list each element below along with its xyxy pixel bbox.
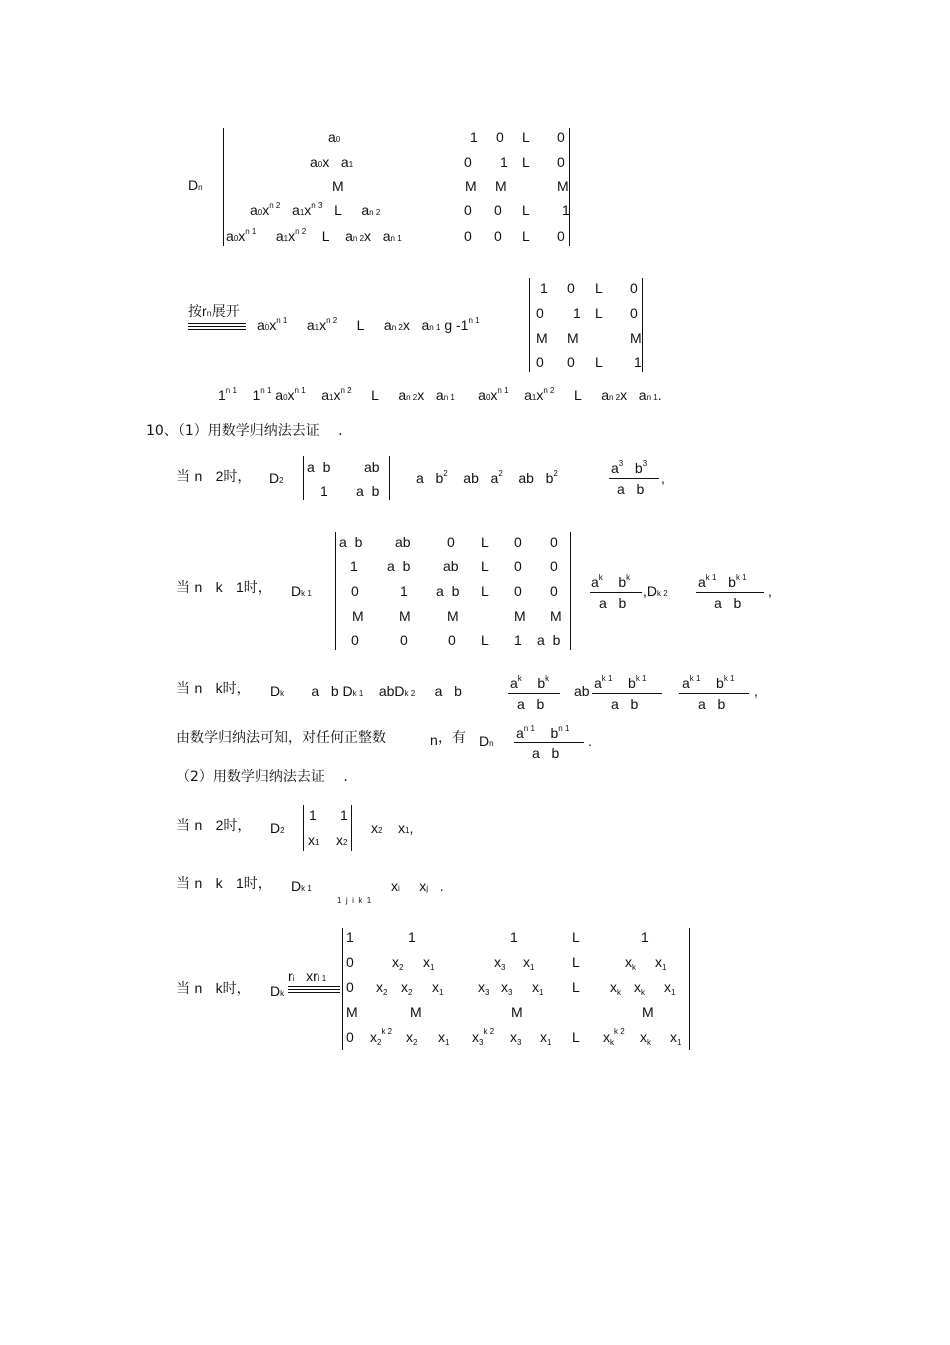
nk1-m: L <box>481 632 489 648</box>
case-n2-label: 当 n 2时， <box>176 468 252 485</box>
fraction-bar <box>696 592 764 593</box>
svg-text:x3k 2: $x_3^{k 2}$ <box>472 1027 495 1047</box>
line3-expr: $1^{n 1}$ $1^{n 1}$ $a0x^{n 1}$ $a1x^{n 2}$ L an 2x an 1 $a0x^{n 1}$ $a1x^{n 2}$ L an 2x an 1. <box>218 386 662 403</box>
b1-m: 0 <box>464 154 472 170</box>
case-nk-label: 当 n k时， <box>176 680 251 697</box>
b1-m: M <box>557 178 569 194</box>
b1-m: M <box>465 178 477 194</box>
nk1-m: 0 <box>514 558 522 574</box>
p2-dk-label: Dk <box>270 983 285 999</box>
nk1-m: a b <box>436 583 460 599</box>
b2-m: L <box>595 354 603 370</box>
n2-m: ab <box>364 459 380 475</box>
svg-text:x3: $x_3$ <box>510 1029 522 1047</box>
nk1-m: 0 <box>351 583 359 599</box>
svg-text:M: M <box>410 1004 422 1020</box>
nk1-m: ab <box>395 534 411 550</box>
frac-den: a b <box>611 696 639 712</box>
nk-ab: ab <box>574 683 590 699</box>
det-left-bar <box>529 278 530 372</box>
svg-text:xkk 2: $x_k^{k 2}$ <box>603 1027 625 1047</box>
det-left-bar <box>223 128 224 246</box>
nk1-m: a b <box>339 534 363 550</box>
nk1-m: 0 <box>550 558 558 574</box>
n2-m: a b <box>307 459 331 475</box>
b1-m: L <box>522 154 530 170</box>
n2-m: 1 <box>320 483 328 499</box>
b1-m: 0 <box>496 129 504 145</box>
nk1-m: M <box>399 608 411 624</box>
fraction-bar <box>609 478 659 479</box>
question-10-part2-title: （2）用数学归纳法去证 . <box>176 769 348 785</box>
d-label: Dn <box>188 177 203 193</box>
nk1-m: M <box>514 608 526 624</box>
nk1-m: L <box>481 583 489 599</box>
svg-text:1: 1 <box>510 929 518 945</box>
p2-n2-label: 当 n 2时， <box>176 817 252 834</box>
svg-text:x2: $x_2$ <box>401 979 413 997</box>
svg-text:xk: $x_k$ <box>634 979 645 997</box>
frac-num: $a^{k 1}$ $b^{k 1}$ <box>698 573 747 590</box>
b1-r2: a0x a1 <box>310 154 354 170</box>
punct: . <box>588 733 592 749</box>
b2-m: 0 <box>567 280 575 296</box>
nk1-m: 0 <box>514 534 522 550</box>
nk1-m: L <box>481 534 489 550</box>
svg-text:x1: $x_1$ <box>432 979 444 997</box>
row-op-label: ri xri 1 <box>288 968 327 984</box>
det-right-bar <box>689 928 690 1050</box>
b2-m: 1 <box>540 280 548 296</box>
nk1-m: 0 <box>351 632 359 648</box>
b2-m: L <box>595 280 603 296</box>
b1-m: 0 <box>494 228 502 244</box>
frac-num: $a^{k 1}$ $b^{k 1}$ <box>594 674 647 691</box>
p2n2-m: x1 <box>308 832 320 848</box>
question-10-part1-title: 10、（1）用数学归纳法去证 . <box>146 423 343 439</box>
p2n2-m: 1 <box>340 807 348 823</box>
b1-m: M <box>495 178 507 194</box>
nk1-m: M <box>550 608 562 624</box>
fraction-bar <box>592 693 662 694</box>
nk1-m: 0 <box>550 583 558 599</box>
det-right-bar <box>570 532 571 650</box>
p2-d2-label: D2 <box>270 820 285 836</box>
equals-line-3 <box>188 329 246 330</box>
b1-m: L <box>522 228 530 244</box>
b1-m: 1 <box>470 129 478 145</box>
product-index: 1 j i k 1 <box>337 896 372 905</box>
svg-text:x1: $x_1$ <box>540 1029 552 1047</box>
b2-m: 1 <box>573 305 581 321</box>
fraction-bar <box>508 693 560 694</box>
dn-label: Dn <box>479 733 494 749</box>
svg-text:M: M <box>346 1004 358 1020</box>
svg-text:L: L <box>572 954 580 970</box>
b1-m: 0 <box>464 202 472 218</box>
frac-den: a b <box>617 481 645 497</box>
svg-text:x1: $x_1$ <box>670 1029 682 1047</box>
svg-text:M: M <box>642 1004 654 1020</box>
svg-text:x3: $x_3$ <box>494 954 506 972</box>
svg-text:x1: $x_1$ <box>664 979 676 997</box>
p2n2-m: x2 <box>336 832 348 848</box>
b2-m: M <box>567 330 579 346</box>
nk-expr: Dk a b Dk 1 abDk 2 a b <box>270 683 462 699</box>
frac-den: a b <box>698 696 726 712</box>
det-left-bar <box>303 456 304 500</box>
p2n2-rhs: x2 x1, <box>371 820 414 836</box>
b2-m: 0 <box>536 354 544 370</box>
conclusion-you: ，有 <box>438 730 466 746</box>
n2-m: a b <box>356 483 380 499</box>
b2-expr: $a0x^{n 1}$ $a1x^{n 2}$ L an 2x an 1 g $-1^{n 1}$ <box>257 316 480 333</box>
conclusion-text: 由数学归纳法可知，对任何正整数 <box>176 730 386 746</box>
b2-m: M <box>630 330 642 346</box>
det-left-bar <box>303 805 304 851</box>
nk1-m: ab <box>443 558 459 574</box>
b2-m: 1 <box>634 354 642 370</box>
b1-m: 1 <box>562 202 570 218</box>
nk1-m: M <box>447 608 459 624</box>
b2-m: M <box>536 330 548 346</box>
fraction-bar <box>590 592 642 593</box>
n2-rhs: a $b^2$ ab $a^2$ ab $b^2$ <box>416 469 558 486</box>
b2-m: 0 <box>567 354 575 370</box>
p2-nk-label: 当 n k时， <box>176 980 251 997</box>
det-right-bar <box>389 456 390 500</box>
punct: , <box>754 683 758 699</box>
b1-r4: $a0x^{n 2}$ $a1x^{n 3}$ L an 2 <box>250 201 381 218</box>
svg-text:L: L <box>572 929 580 945</box>
row-5 <box>346 1027 682 1047</box>
frac-num: $a^3$ $b^3$ <box>611 459 648 476</box>
nk1-m: L <box>481 558 489 574</box>
b1-r1: a0 <box>328 129 341 145</box>
det-left-bar <box>335 532 336 650</box>
equals-line-1 <box>188 323 246 324</box>
svg-text:x1: $x_1$ <box>532 979 544 997</box>
svg-text:0: 0 <box>346 979 354 995</box>
nk1-m: M <box>352 608 364 624</box>
svg-text:x2: $x_2$ <box>392 954 404 972</box>
svg-text:xk: $x_k$ <box>610 979 621 997</box>
svg-text:1: 1 <box>641 929 649 945</box>
det-right-bar <box>569 128 570 246</box>
row-3 <box>346 979 676 997</box>
nk1-m: 0 <box>550 534 558 550</box>
b2-m: 0 <box>630 280 638 296</box>
det-right-bar <box>642 278 643 372</box>
p2n2-m: 1 <box>309 807 317 823</box>
b1-m: 1 <box>500 154 508 170</box>
frac-den: a b <box>599 595 627 611</box>
frac-den: a b <box>517 696 545 712</box>
b1-m: L <box>522 129 530 145</box>
nk1-m: 1 <box>514 632 522 648</box>
big-determinant <box>343 926 688 1052</box>
d2-label: D2 <box>269 470 284 486</box>
nk1-m: 1 <box>350 558 358 574</box>
svg-text:x1: $x_1$ <box>655 954 667 972</box>
equals-line-1 <box>288 986 340 987</box>
frac-num: $a^k$ $b^k$ <box>591 573 631 590</box>
frac-num: $a^k$ $b^k$ <box>510 674 550 691</box>
dk2-label: ,Dk 2 <box>643 583 668 599</box>
svg-text:x3: $x_3$ <box>478 979 490 997</box>
equals-line-2 <box>188 326 246 327</box>
svg-text:x2: $x_2$ <box>376 979 388 997</box>
svg-text:xk: $x_k$ <box>640 1029 651 1047</box>
svg-text:1: 1 <box>346 929 354 945</box>
p2-nk1-label: 当 n k 1时， <box>176 875 272 892</box>
svg-text:xk: $x_k$ <box>625 954 636 972</box>
frac-den: a b <box>532 745 560 761</box>
conclusion-n: n <box>430 732 438 748</box>
nk1-m: 0 <box>448 632 456 648</box>
b1-m: 0 <box>557 228 565 244</box>
b1-r3: M <box>332 178 344 194</box>
punct: , <box>768 583 772 599</box>
case-nk1-label: 当 n k 1时， <box>176 579 272 596</box>
b1-m: L <box>522 202 530 218</box>
equals-line-3 <box>288 992 340 993</box>
svg-text:L: L <box>572 979 580 995</box>
dk1-label: Dk 1 <box>291 583 312 599</box>
row-1 <box>346 929 649 945</box>
svg-text:x3: $x_3$ <box>501 979 513 997</box>
nk1-m: 0 <box>400 632 408 648</box>
frac-num: $a^{n 1}$ $b^{n 1}$ <box>516 724 570 741</box>
punct: , <box>661 470 665 486</box>
fraction-bar <box>679 693 749 694</box>
b2-m: 0 <box>630 305 638 321</box>
svg-text:x1: $x_1$ <box>523 954 535 972</box>
fraction-bar <box>514 742 584 743</box>
svg-text:x2k 2: $x_2^{k 2}$ <box>370 1027 393 1047</box>
expand-label: 按rn展开 <box>188 303 240 320</box>
svg-text:0: 0 <box>346 1029 354 1045</box>
nk1-m: 0 <box>514 583 522 599</box>
frac-num: $a^{k 1}$ $b^{k 1}$ <box>682 674 735 691</box>
svg-text:x1: $x_1$ <box>438 1029 450 1047</box>
nk1-m: a b <box>537 632 561 648</box>
p2nk1-rhs: xi xj . <box>391 878 444 894</box>
b1-r5: $a0x^{n 1}$ $a1x^{n 2}$ L an 2x an 1 <box>226 227 402 244</box>
nk1-m: a b <box>387 558 411 574</box>
nk1-m: 0 <box>447 534 455 550</box>
nk1-m: 1 <box>400 583 408 599</box>
b1-m: 0 <box>557 154 565 170</box>
b1-m: 0 <box>557 129 565 145</box>
svg-text:L: L <box>572 1029 580 1045</box>
p2-dk1-label: Dk 1 <box>291 878 312 894</box>
b1-m: 0 <box>494 202 502 218</box>
equals-line-2 <box>288 989 340 990</box>
svg-text:M: M <box>511 1004 523 1020</box>
det-right-bar <box>351 805 352 851</box>
svg-text:x2: $x_2$ <box>406 1029 418 1047</box>
row-4 <box>346 1004 654 1020</box>
frac-den: a b <box>714 595 742 611</box>
b1-m: 0 <box>464 228 472 244</box>
row-2 <box>346 954 667 972</box>
svg-text:x1: $x_1$ <box>423 954 435 972</box>
b2-m: 0 <box>536 305 544 321</box>
b2-m: L <box>595 305 603 321</box>
svg-text:1: 1 <box>408 929 416 945</box>
svg-text:0: 0 <box>346 954 354 970</box>
